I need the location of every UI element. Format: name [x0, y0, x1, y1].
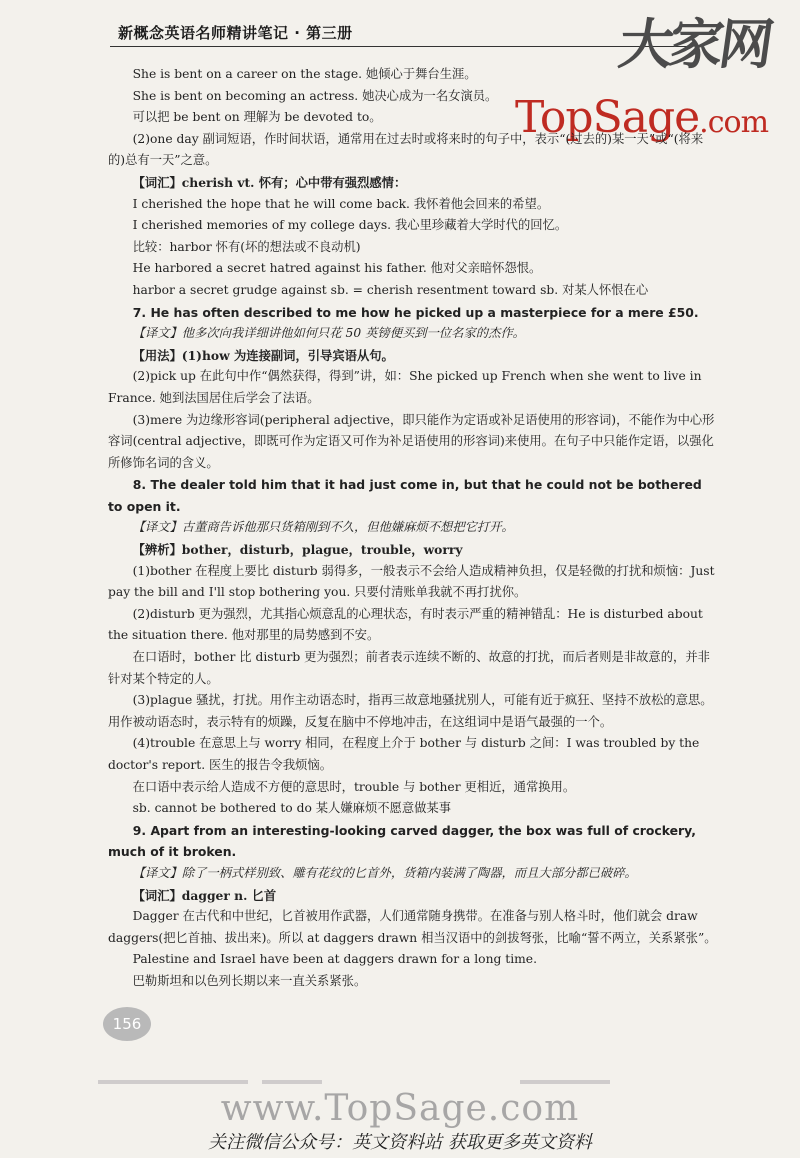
vocab-heading: 【词汇】cherish vt. 怀有；心中带有强烈感情： — [132, 174, 407, 190]
faint-divider — [98, 1080, 248, 1084]
vocab-heading: 【词汇】dagger n. 匕首 — [132, 887, 277, 903]
example-sentence: She is bent on a career on the stage. 她倾心于舞台生涯。 — [132, 67, 477, 81]
phrase-note: sb. cannot be bothered to do 某人嫌麻烦不愿意做某事 — [132, 801, 452, 816]
phrase-note: harbor a secret grudge against sb. = cherish resentment toward sb. 对某人怀恨在心 — [132, 282, 649, 297]
footer-wechat-notice: 关注微信公众号：英文资料站 获取更多英文资料 — [208, 1132, 592, 1153]
example-translation: 巴勒斯坦和以色列长期以来一直关系紧张。 — [132, 973, 367, 988]
usage-paragraph: (2)pick up 在此句中作“偶然获得，得到”讲，如：She picked up French when she went to live in France. 她到法国居住后学会了法语。 — [108, 369, 702, 405]
lesson-sentence-8: 8. The dealer told him that it had just come in, but that he could not be bothered to open it. — [108, 477, 702, 514]
distinction-paragraph: (4)trouble 在意思上与 worry 相同，在程度上介于 bother 与 disturb 之间：I was troubled by the doctor's report. 医生的报告令我烦恼。 — [108, 736, 700, 772]
page-header: 新概念英语名师精讲笔记 · 第三册 — [118, 24, 353, 42]
example-sentence: Palestine and Israel have been at daggers drawn for a long time. — [132, 952, 537, 967]
note-line: 可以把 be bent on 理解为 be devoted to。 — [132, 110, 382, 125]
distinction-paragraph: (2)disturb 更为强烈，尤其指心烦意乱的心理状态，有时表示严重的精神错乱：He is disturbed about the situation there. 他对那里的局势感到不安。 — [108, 606, 703, 643]
site-logo-chinese: 大家网 — [615, 12, 775, 76]
distinction-paragraph: 在口语时，bother 比 disturb 更为强烈；前者表示连续不断的、故意的打扰，而后者则是非故意的，并非针对某个特定的人。 — [108, 650, 710, 686]
footer-watermark-url: www.TopSage.com — [220, 1088, 580, 1129]
translation-7: 【译文】他多次向我详细讲他如何只花 50 英镑便买到一位名家的杰作。 — [132, 326, 525, 341]
distinction-paragraph: (3)plague 骚扰，打扰。用作主动语态时，指再三故意地骚扰别人，可能有近于疯狂、坚持不放松的意思。用作被动语态时，表示特有的烦躁，反复在脑中不停地冲击，在这组词中是语气最强的一个。 — [108, 693, 713, 729]
page-body — [108, 64, 718, 993]
usage-note: 【用法】(1)how 为连接副词，引导宾语从句。 — [132, 347, 394, 363]
logo-name: TopSage — [515, 92, 700, 143]
distinction-paragraph: 在口语中表示给人造成不方便的意思时，trouble 与 bother 更相近，通常换用。 — [132, 779, 576, 794]
faint-divider — [520, 1080, 610, 1084]
vocab-paragraph: Dagger 在古代和中世纪，匕首被用作武器，人们通常随身携带。在准备与别人格斗时，他们就会 draw daggers(把匕首抽、拔出来)。所以 at daggers drawn 相当汉语中的剑拔弩张，比喻“誓不两立，关系紧张”。 — [108, 909, 717, 945]
lesson-sentence-9: 9. Apart from an interesting-looking carved dagger, the box was full of crockery, much of it broken. — [108, 822, 696, 860]
lesson-sentence-7: 7. He has often described to me how he picked up a masterpiece for a mere £50. — [132, 304, 699, 320]
page-number: 156 — [103, 1007, 151, 1041]
comparison-note: 比较：harbor 怀有(坏的想法或不良动机) — [132, 239, 361, 254]
logo-suffix: .com — [699, 105, 769, 140]
header-rule — [110, 46, 690, 47]
distinction-heading: 【辨析】bother，disturb，plague，trouble，worry — [132, 542, 463, 558]
example-sentence: I cherished memories of my college days. 我心里珍藏着大学时代的回忆。 — [132, 218, 568, 233]
example-sentence: He harbored a secret hatred against his father. 他对父亲暗怀怨恨。 — [132, 261, 542, 276]
distinction-paragraph: (1)bother 在程度上要比 disturb 弱得多，一般表示不会给人造成精神负担，仅是轻微的打扰和烦恼：Just pay the bill and I'll stop bothering you. 只要付清账单我就不再打扰你。 — [108, 563, 715, 600]
faint-divider — [262, 1080, 322, 1084]
translation-8: 【译文】古董商告诉他那只货箱刚到不久，但他嫌麻烦不想把它打开。 — [132, 520, 514, 535]
usage-paragraph: (3)mere 为边缘形容词(peripheral adjective，即只能作为定语或补足语使用的形容词)，不能作为中心形容词(central adjective，即既可作为定语又可作为补足语使用的形容词)来使用。在句子中只能作定语，以强化所修饰名词的含义。 — [108, 412, 715, 470]
translation-9: 【译文】除了一柄式样别致、雕有花纹的匕首外，货箱内装满了陶器，而且大部分都已破碎。 — [132, 865, 637, 880]
example-sentence: She is bent on becoming an actress. 她决心成为一名女演员。 — [132, 88, 498, 103]
note-paragraph: (2)one day 副词短语，作时间状语，通常用在过去时或将来时的句子中，表示“(过去的)某一天”或“(将来的)总有一天”之意。 — [108, 131, 704, 168]
example-sentence: I cherished the hope that he will come back. 我怀着他会回来的希望。 — [132, 196, 550, 211]
